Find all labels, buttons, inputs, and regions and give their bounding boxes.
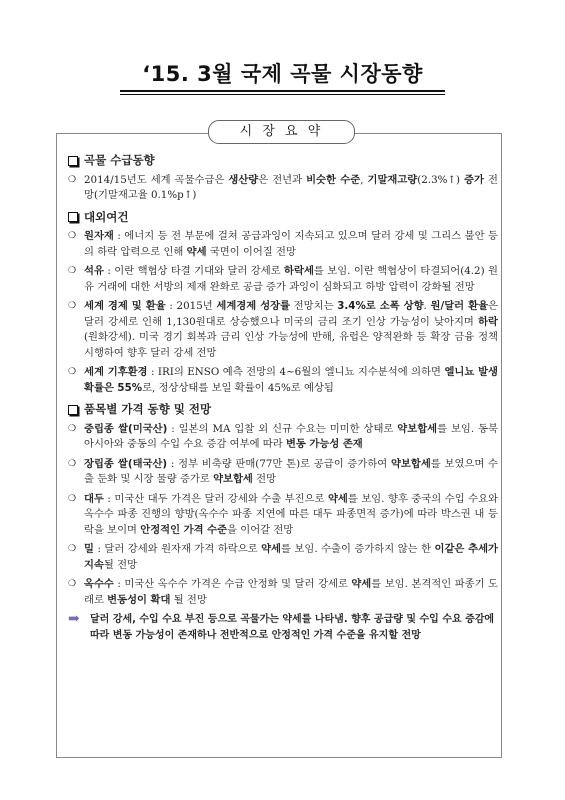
- checkbox-square-icon: [68, 405, 78, 415]
- emphasis-text: 기말재고량: [367, 173, 418, 186]
- circle-bullet-icon: ❍: [68, 266, 77, 276]
- list-item-text: [84, 542, 498, 573]
- section-heading: [68, 153, 498, 169]
- list-item-text: [84, 264, 498, 295]
- body-text: : 달러 강세와 원자재 가격 하락으로: [93, 543, 262, 555]
- body-text: : 미국산 옥수수 가격은 수급 안정화 및 달러 강세로: [113, 578, 352, 590]
- circle-bullet-icon: ❍: [68, 231, 77, 241]
- body-text: 될 전망: [103, 558, 138, 571]
- circle-bullet-icon: ❍: [68, 544, 77, 554]
- section-heading: [68, 210, 498, 226]
- section-heading-text: 대외여건: [84, 209, 129, 224]
- circle-bullet-icon: ❍: [68, 423, 77, 434]
- body-text: : IRI의 ENSO 예측 전망의 4~6월의 엘니뇨 지수분석에 의하면: [147, 366, 445, 378]
- body-text: 를 보임. 본격적인 파종기 도래로: [84, 578, 498, 606]
- list-item: [68, 229, 498, 260]
- list-item: [68, 542, 498, 573]
- body-text: ,: [360, 173, 368, 186]
- section-external-conditions: [68, 210, 498, 397]
- section-heading-text: 곡물 수급동향: [84, 153, 155, 167]
- emphasis-text: 대두: [84, 492, 104, 505]
- list-item-text: [84, 577, 498, 608]
- list-item: [68, 264, 498, 295]
- section-heading-text: 품목별 가격 동향 및 전망: [84, 402, 212, 416]
- arrow-right-icon: ➡: [68, 611, 80, 627]
- body-text: : 일본의 MA 입찰 외 신규 수요는 미미한 상태로: [167, 422, 398, 435]
- section-grain-supply: [68, 153, 498, 204]
- circle-bullet-icon: ❍: [68, 301, 77, 311]
- list-item: [68, 492, 498, 539]
- emphasis-text: 증가: [464, 173, 484, 186]
- emphasis-text: 이같은 추세가 지속: [84, 543, 498, 571]
- circle-bullet-icon: ❍: [68, 493, 77, 504]
- list-item: [68, 422, 498, 453]
- emphasis-text: 세계 기후환경: [84, 366, 148, 378]
- body-text: : 미국산 대두 가격은 달러 강세와 수출 부진으로: [103, 492, 328, 505]
- section-price-trends: [68, 402, 498, 644]
- emphasis-text: 비슷한 수준: [306, 173, 361, 186]
- circle-bullet-icon: ❍: [68, 579, 77, 589]
- body-text: 를 보임. 동북아시아와 중동의 수입 수요 증감 여부에 따라: [84, 422, 498, 450]
- emphasis-text: 원자재: [84, 230, 114, 242]
- summary-label: 시 장 요 약: [208, 120, 355, 144]
- emphasis-text: 약세: [261, 543, 281, 555]
- list-item: [68, 299, 498, 361]
- conclusion: [68, 612, 498, 644]
- body-text: 을 이어갈 전망: [227, 523, 294, 536]
- emphasis-text: 변동 가능성 존재: [285, 438, 363, 450]
- list-item-text: [84, 365, 498, 396]
- list-item: [68, 173, 498, 204]
- list-item: [68, 577, 498, 608]
- checkbox-square-icon: [68, 212, 78, 222]
- emphasis-text: 생산량: [228, 173, 259, 186]
- body-text: (원화강세). 미국 경기 회복과 금리 인상 가능성에 반해, 유럽은 양적완화 등 확장 금융 정책 시행하여 향후 달러 강세 전망: [84, 331, 498, 359]
- emphasis-text: 석유: [84, 265, 104, 277]
- list-item-text: [84, 229, 498, 260]
- emphasis-text: 약세: [327, 492, 348, 505]
- emphasis-text: 장립종 쌀(태국산): [84, 457, 168, 470]
- emphasis-text: 안정적인 가격 수준: [140, 523, 228, 536]
- emphasis-text: 밀: [84, 543, 94, 555]
- body-text: 를 보임. 향후 중국의 수입 수요와 옥수수 파종 진행의 향방(옥수수 파종 지연에 따른 대두 파종면적 증가)에 따라 박스권 내 등락을 보이며: [84, 492, 498, 536]
- body-text: : 2015년: [165, 300, 217, 312]
- emphasis-text: 약보합세: [397, 422, 438, 435]
- checkbox-square-icon: [68, 156, 78, 166]
- body-text: 전망치는: [290, 300, 338, 312]
- body-text: 은 전년과: [258, 173, 307, 186]
- list-item-text: [84, 457, 498, 488]
- list-item-text: [84, 422, 498, 453]
- body-text: 전망(기말재고율 0.1%p↑): [84, 173, 498, 201]
- title-underline: [120, 90, 445, 95]
- body-text: .: [423, 300, 431, 312]
- emphasis-text: 세계 경제 및 환율: [84, 300, 166, 312]
- section-heading: [68, 402, 498, 418]
- body-text: 전망: [252, 473, 277, 485]
- circle-bullet-icon: ❍: [68, 458, 77, 469]
- emphasis-text: 약보합세: [213, 473, 253, 485]
- emphasis-text: 원/달러 환율: [430, 300, 489, 312]
- body-text: 를 보였으며 수출 둔화 및 시장 물량 증가로: [84, 457, 498, 485]
- list-item: [68, 457, 498, 488]
- list-item-text: [84, 492, 498, 539]
- body-text: : 이란 핵협상 타결 기대와 달러 강세로: [103, 265, 285, 277]
- body-text: (2.3%↑): [417, 173, 465, 186]
- body-text: : 정부 비축량 판매(77만 톤)로 공급이 증가하여: [167, 457, 391, 470]
- body-text: 를 보임. 수출이 증가하지 않는 한: [281, 543, 435, 555]
- emphasis-text: 옥수수: [84, 578, 114, 590]
- emphasis-text: 엘니뇨 발생 확률은 55%: [84, 366, 499, 394]
- emphasis-text: 하락: [478, 315, 498, 328]
- emphasis-text: 약보합세: [390, 457, 431, 470]
- emphasis-text: 약세: [186, 245, 207, 258]
- circle-bullet-icon: ❍: [68, 174, 77, 185]
- emphasis-text: 세계경제 성장률: [216, 300, 291, 312]
- circle-bullet-icon: ❍: [68, 367, 77, 377]
- body-text: 2014/15년도 세계 곡물수급은: [84, 173, 229, 186]
- emphasis-text: 변동성이 확대: [107, 593, 171, 606]
- body-text: 은 달러 강세로 인해 1,130원대로 상승했으나 미국의 금리 조기 인상 가능성이 낮아지며: [84, 300, 498, 328]
- body-text: 를 보임. 이란 핵협상이 타결되어(4.2) 원유 거래에 대한 서방의 제재 완화로 공급 증가 과잉이 심화되고 하방 압력이 강화될 전망: [84, 265, 498, 293]
- body-text: 로, 정상상태를 보일 확률이 45%로 예상됨: [142, 381, 334, 394]
- list-item-text: [84, 299, 498, 361]
- page-title: ‘15. 3월 국제 곡물 시장동향: [142, 62, 423, 86]
- conclusion-text: 달러 강세, 수입 수요 부진 등으로 곡물가는 약세를 나타냄. 향후 공급량 및 수입 수요 증감에 따라 변동 가능성이 존재하나 전반적으로 안정적인 가격 수준을 유지할 전망: [90, 614, 495, 641]
- list-item-text: [84, 173, 498, 204]
- emphasis-text: 3.4%로 소폭 상향: [337, 300, 424, 312]
- emphasis-text: 약세: [351, 578, 372, 590]
- emphasis-text: 중립종 쌀(미국산): [84, 422, 168, 435]
- summary-content: [68, 153, 498, 650]
- emphasis-text: 하락세: [284, 265, 314, 277]
- body-text: : 에너지 등 전 부문에 걸쳐 공급과잉이 지속되고 있으며 달러 강세 및 그리스 불안 등의 하락 압력으로 인해: [84, 230, 498, 258]
- body-text: 될 전망: [170, 593, 207, 606]
- list-item: [68, 365, 498, 396]
- body-text: 국면이 이어질 전망: [206, 245, 296, 258]
